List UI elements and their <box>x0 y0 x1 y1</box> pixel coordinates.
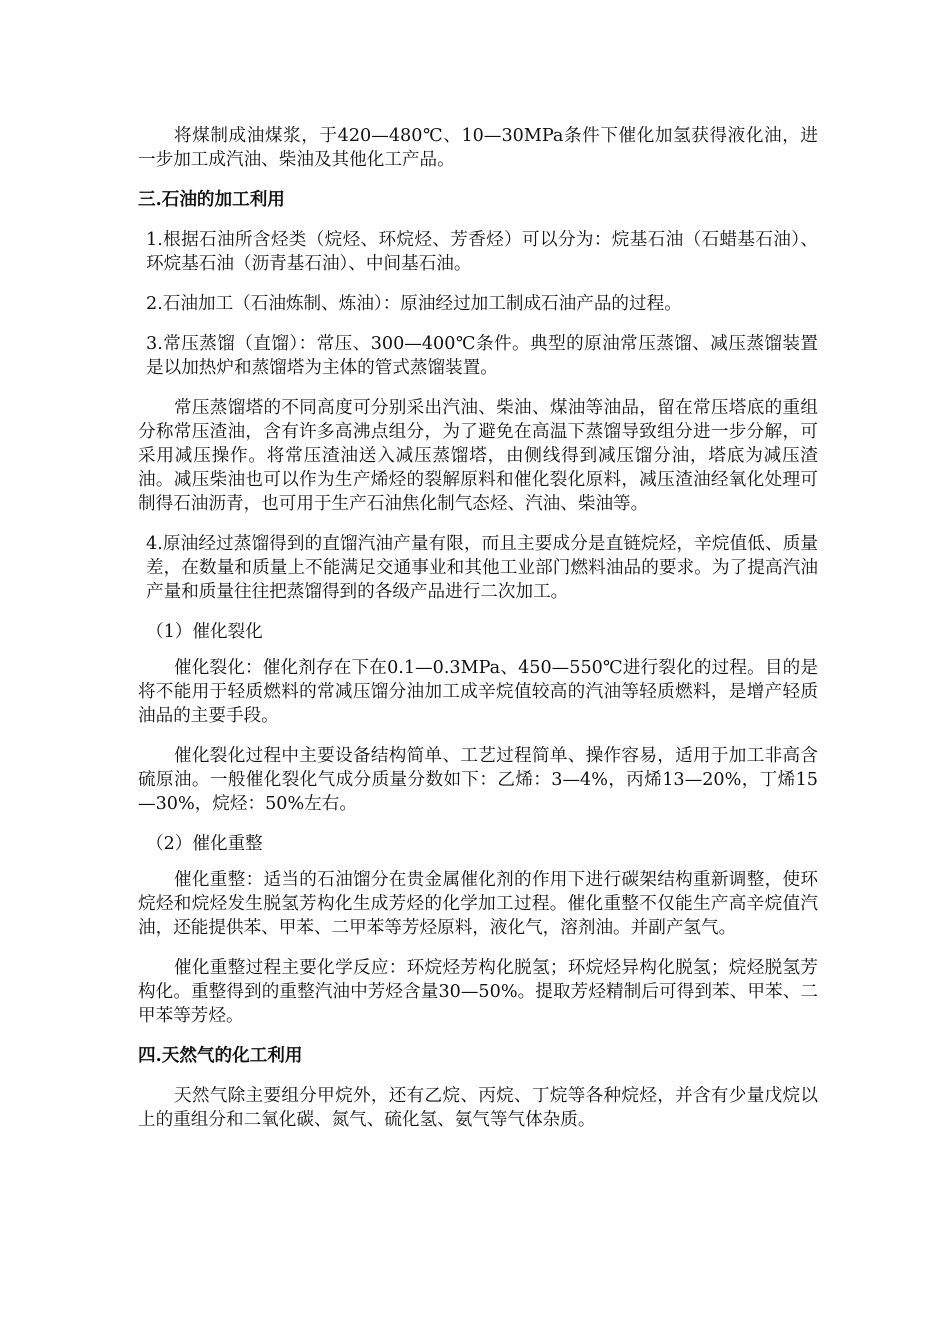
list-item-petroleum-classification: 1.根据石油所含烃类（烷烃、环烷烃、芳香烃）可以分为：烷基石油（石蜡基石油）、环烷基石油（沥青基石油）、中间基石油。 <box>146 230 818 274</box>
subheading-catalytic-cracking: （1）催化裂化 <box>146 622 263 642</box>
paragraph-catalytic-reforming-reactions: 催化重整过程主要化学反应：环烷烃芳构化脱氢；环烷烃异构化脱氢；烷烃脱氢芳构化。重整得到的重整汽油中芳烃含量30—50%。提取芳烃精制后可得到苯、甲苯、二甲苯等芳烃。 <box>138 958 818 1026</box>
paragraph-catalytic-cracking-definition: 催化裂化：催化剂存在下在0.1—0.3MPa、450—550℃进行裂化的过程。目的是将不能用于轻质燃料的常减压馏分油加工成辛烷值较高的汽油等轻质燃料，是增产轻质油品的主要手段。 <box>138 658 818 726</box>
list-item-petroleum-processing: 2.石油加工（石油炼制、炼油）：原油经过加工制成石油产品的过程。 <box>146 294 682 314</box>
subheading-catalytic-reforming: （2）催化重整 <box>146 834 263 854</box>
section-heading-natural-gas: 四.天然气的化工利用 <box>138 1045 303 1066</box>
section-heading-petroleum: 三.石油的加工利用 <box>138 189 285 210</box>
document-body <box>138 124 818 1148</box>
list-item-atmospheric-distillation: 3.常压蒸馏（直馏）：常压、300—400℃条件。典型的原油常压蒸馏、减压蒸馏装置是以加热炉和蒸馏塔为主体的管式蒸馏装置。 <box>146 334 818 378</box>
paragraph-coal-liquefaction: 将煤制成油煤浆，于420—480℃、10—30MPa条件下催化加氢获得液化油，进一步加工成汽油、柴油及其他化工产品。 <box>138 126 818 170</box>
paragraph-natural-gas-composition: 天然气除主要组分甲烷外，还有乙烷、丙烷、丁烷等各种烷烃，并含有少量戊烷以上的重组分和二氧化碳、氮气、硫化氢、氨气等气体杂质。 <box>138 1086 818 1130</box>
paragraph-distillation-tower: 常压蒸馏塔的不同高度可分别采出汽油、柴油、煤油等油品，留在常压塔底的重组分称常压渣油，含有许多高沸点组分，为了避免在高温下蒸馏导致组分进一步分解，可采用减压操作。将常压渣油送入减压蒸馏塔，由侧线得到减压馏分油，塔底为减压渣油。减压柴油也可以作为生产烯烃的裂解原料和催化裂化原料，减压渣油经氧化处理可制得石油沥青，也可用于生产石油焦化制气态烃、汽油、柴油等。 <box>138 398 818 514</box>
paragraph-catalytic-cracking-process: 催化裂化过程中主要设备结构简单、工艺过程简单、操作容易，适用于加工非高含硫原油。一般催化裂化气成分质量分数如下：乙烯：3—4%，丙烯13—20%，丁烯15—30%，烷烃：50%左右。 <box>138 746 818 814</box>
list-item-secondary-processing: 4.原油经过蒸馏得到的直馏汽油产量有限，而且主要成分是直链烷烃，辛烷值低、质量差，在数量和质量上不能满足交通事业和其他工业部门燃料油品的要求。为了提高汽油产量和质量往往把蒸馏得到的各级产品进行二次加工。 <box>146 534 818 602</box>
paragraph-catalytic-reforming-definition: 催化重整：适当的石油馏分在贵金属催化剂的作用下进行碳架结构重新调整，使环烷烃和烷烃发生脱氢芳构化生成芳烃的化学加工过程。催化重整不仅能生产高辛烷值汽油，还能提供苯、甲苯、二甲苯等芳烃原料，液化气，溶剂油。并副产氢气。 <box>138 870 818 938</box>
